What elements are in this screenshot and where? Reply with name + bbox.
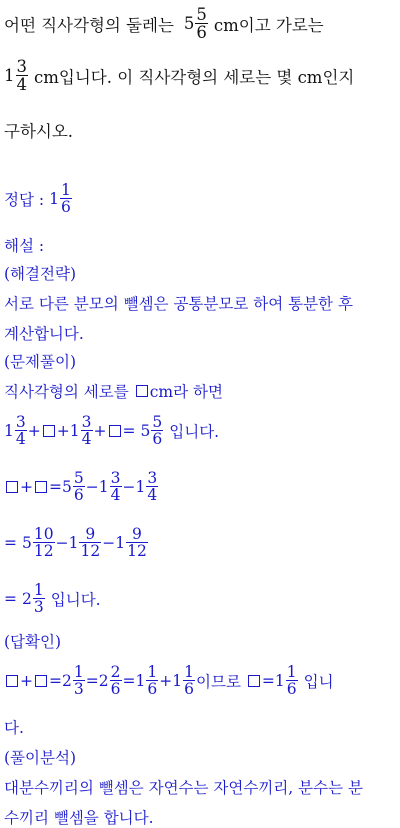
analysis-text: 수끼리 뺄셈을 합니다. (4, 809, 154, 827)
fraction: $\frac{1}{3}$ (33, 581, 44, 617)
question-line-2 (4, 58, 354, 94)
equation-2: + = 5 $\frac{5}{6}$ − 1 $\frac{3}{4}$ − 1 $\frac{3}{4}$ (4, 470, 159, 504)
question-text: 구하시오. (4, 122, 74, 141)
answer-line (4, 182, 73, 216)
solution-label: 해설 : (4, 237, 45, 255)
fraction: $\frac{3}{4}$ (15, 413, 26, 449)
fraction: $\frac{5}{6}$ (73, 469, 84, 505)
question-text: cm이고 가로는 (213, 15, 324, 35)
question-text: cm입니다. 이 직사각형의 세로는 몇 cm인지 (34, 67, 355, 87)
equation-1: 1 $\frac{3}{4}$ + + 1 $\frac{3}{4}$ + = 5 $\frac{5}{6}$ 입니다. (4, 413, 220, 449)
blank-square (248, 675, 260, 687)
fraction: $\frac{10}{12}$ (33, 525, 54, 561)
fraction: $\frac{3}{4}$ (16, 57, 27, 95)
fraction: $\frac{3}{4}$ (110, 469, 121, 505)
blank-square (35, 675, 47, 687)
intro-line: 직사각형의 세로를 cm라 하면 (4, 383, 223, 401)
whole-number: 5 (183, 14, 195, 34)
answer-label: 정답 : (4, 190, 45, 209)
problem-heading: (문제풀이) (4, 353, 76, 371)
analysis-text: 대분수끼리의 뺄셈은 자연수는 자연수끼리, 분수는 분 (4, 779, 363, 797)
fraction: $\frac{1}{6}$ (184, 663, 194, 699)
fraction: $\frac{2}{6}$ (110, 663, 121, 699)
fraction: $\frac{3}{4}$ (81, 413, 92, 449)
check-continuation: 다. (4, 719, 24, 737)
question-line-1 (4, 6, 324, 42)
question-line-3 (4, 118, 73, 142)
check-equation: + = 2 $\frac{1}{3}$ = 2 $\frac{2}{6}$ = 1 $\frac{1}{6}$ + 1 $\frac{1}{6}$ 이므로 = 1 $\frac{1}{6}$ 입니 (4, 664, 334, 698)
equation-3: = 5 $\frac{10}{12}$ − 1 $\frac{9}{12}$ − 1 $\frac{9}{12}$ (4, 525, 147, 561)
blank-square (6, 675, 18, 687)
whole-number: 1 (49, 189, 59, 208)
blank-square (109, 425, 121, 437)
analysis-heading: (풀이분석) (4, 749, 76, 767)
fraction: $\frac{3}{4}$ (147, 469, 158, 505)
strategy-text: 계산합니다. (4, 325, 84, 343)
equation-4: = 2 $\frac{1}{3}$ 입니다. (4, 581, 101, 617)
blank-square (6, 481, 18, 493)
question-text: 어떤 직사각형의 둘레는 (4, 15, 174, 35)
fraction: $\frac{5}{6}$ (152, 413, 163, 449)
fraction: $\frac{1}{6}$ (60, 181, 71, 217)
fraction: $\frac{1}{6}$ (147, 663, 158, 699)
whole-number: 1 (4, 66, 15, 86)
fraction: $\frac{1}{6}$ (286, 663, 297, 699)
strategy-text: 서로 다른 분모의 뺄셈은 공통분모로 하여 통분한 후 (4, 295, 353, 313)
blank-square (43, 425, 55, 437)
fraction: $\frac{9}{12}$ (80, 525, 101, 561)
blank-square (136, 385, 148, 397)
fraction: $\frac{5}{6}$ (196, 5, 207, 43)
fraction: $\frac{1}{3}$ (73, 663, 84, 699)
check-heading: (답확인) (4, 633, 62, 651)
fraction: $\frac{9}{12}$ (127, 525, 147, 561)
strategy-heading: (해결전략) (4, 265, 76, 283)
blank-square (35, 481, 47, 493)
